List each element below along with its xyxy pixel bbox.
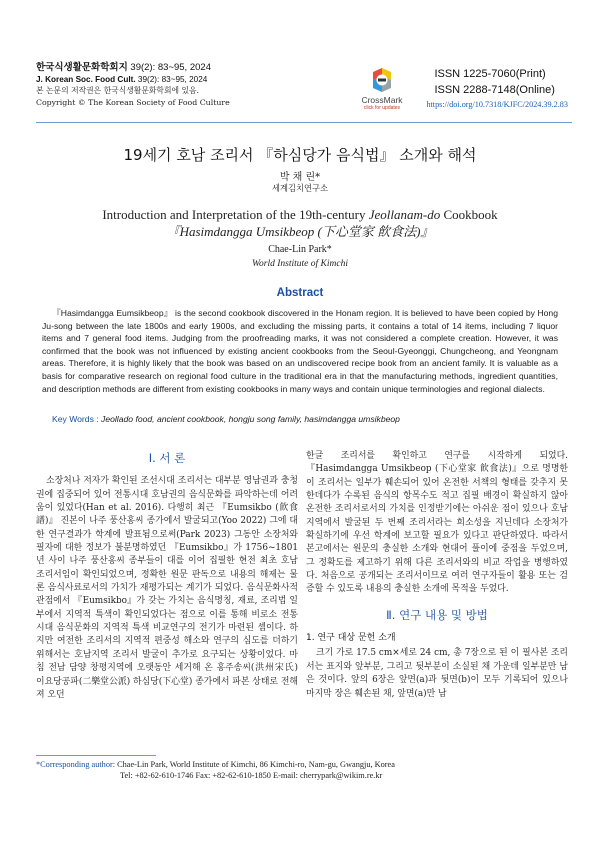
footnote-divider bbox=[36, 755, 156, 756]
column-right bbox=[306, 450, 568, 701]
author-korean: 박 채 린* bbox=[279, 172, 321, 183]
issn-print: ISSN 1225-7060(Print) bbox=[434, 68, 546, 80]
crossmark-icon bbox=[369, 66, 395, 94]
institute-korean: 세계김치연구소 bbox=[271, 183, 329, 193]
institute-english: World Institute of Kimchi bbox=[252, 259, 348, 269]
crossmark-badge[interactable] bbox=[352, 66, 412, 111]
abstract-heading: Abstract bbox=[276, 287, 324, 299]
subsection-heading: 1. 연구 대상 문헌 소개 bbox=[306, 633, 396, 644]
title-korean: 19세기 호남 조리서 『하심당가 음식법』 소개와 해석 bbox=[123, 146, 477, 164]
crossmark-sublabel: click for updates bbox=[363, 105, 401, 111]
issn-block bbox=[426, 66, 568, 112]
copyright-ko: 본 논문의 저작권은 한국식생활문화학회에 있음. bbox=[36, 86, 200, 95]
journal-name-ko: 한국식생활문화학회지 39(2): 83~95, 2024 bbox=[36, 62, 211, 73]
header-divider bbox=[36, 122, 572, 123]
methods-paragraph: 크기 가로 17.5 cm×세로 24 cm, 총 7장으로 된 이 필사본 조리서는 표지와 앞부분, 그리고 뒷부분이 소실된 채 가운데 일부분만 남은 것이다. 앞의 6장은 앞면(a)과 뒷면(b)이 모두 기록되어 있으나 마지막 장은 훼손된 채, 앞면(a)만 남 bbox=[306, 648, 568, 699]
abstract-body: 『Hasimdangga Eumsikbeop』 is the second cookbook discovered in the Honam region. It is believed to have been copied by Hong Ju-song between the late 1800s and early 1900s, and excluding the missing parts, it contains a total of 14 items, including 7 liquor items and 7 general food items. Judging from the proofreading marks, it was not considered a complete creation. However, it was confirmed that the book was not influenced by existing ancient cookbooks from the Seoul-Gyeonggi, Chungcheong, and Yeongnam areas. Therefore, it is highly likely that the book was based on an undiscovered recipe book from an ancient family. It is valuable as a basis for comparative research on regional food culture in the traditional era in that the manufacturing methods, ingredient quantities, and description methods are different from existing cookbooks in many ways and contain unique terminologies and regional dialects. bbox=[42, 308, 558, 394]
issn-online: ISSN 2288-7148(Online) bbox=[434, 84, 555, 96]
section-heading-methods: Ⅱ. 연구 내용 및 방법 bbox=[386, 607, 488, 622]
corresponding-author-note: *Corresponding author: Chae-Lin Park, World Institute of Kimchi, 86 Kimchi-ro, Nam-gu, Gwangju, Korea Tel: +82-62-610-1746 Fax: +82-62-610-1850 E-mail: cherrypark@wikim.re.kr bbox=[36, 760, 395, 780]
author-english: Chae-Lin Park* bbox=[268, 244, 332, 255]
keywords: Key Words : Jeollado food, ancient cookbook, hongju song family, hasimdangga umsikbeop bbox=[52, 414, 400, 424]
column-left bbox=[36, 450, 298, 702]
journal-name-en: J. Korean Soc. Food Cult. 39(2): 83~95, 2024 bbox=[36, 74, 208, 84]
journal-header bbox=[36, 62, 296, 108]
intro-paragraph-cont: 한글 조리서를 확인하고 연구를 시작하게 되었다. 『Hasimdangga Umsikbeop (下心堂家 飮食法)』으로 명명한 이 조리서는 일부가 훼손되어 있어 온전한 서책의 형태를 갖추지 못한데다가 수록된 음식의 항목수도 적고 집필 배경이 확실하지 않아 온전한 조리서로서의 가치를 인정받기에는 아쉬운 점이 있으나 호남지역에서 발굴된 두 번째 조리서라는 희소성을 지닌데다 소장처가 확실하기에 우선 학계에 보고할 필요가 있다고 판단하였다. 따라서 본고에서는 원문의 충실한 소개와 현대어 풀이에 중점을 두었으며, 그 정확도를 제고하기 위해 다른 조리서와의 비교 작업을 병행하였다. 처음으로 공개되는 조리서이므로 여러 연구자들이 활용 또는 검증할 수 있도록 내용의 충실한 소개에 목적을 두었다. bbox=[306, 451, 568, 595]
title-english: Introduction and Interpretation of the 19th-century Jeollanam-do Cookbook 『Hasimdangga Umsikbeop (下心堂家 飮食法)』 bbox=[102, 207, 498, 239]
doi-link[interactable]: https://doi.org/10.7318/KJFC/2024.39.2.83 bbox=[426, 100, 568, 109]
copyright-en: Copyright © The Korean Society of Food Culture bbox=[36, 97, 230, 107]
crossmark-label: CrossMark bbox=[361, 95, 403, 105]
intro-paragraph: 소장처나 저자가 확인된 조선시대 조리서는 대부분 영남권과 충청권에 집중되어 있어 전통시대 호남권의 음식문화를 파악하는데 어려움이 있었다(Han et al. 2016). 다행히 최근 『Eumsikbo (飮食譜)』 진본이 나주 풍산홍씨 종가에서 발굴되고(Yoo 2022) 그에 대한 연구결과가 학계에 발표됨으로써(Park 2023) 그동안 소장처와 필자에 대한 정보가 불분명하였던 『Eumsikbo』가 1756~1801년 사이 나주 풍산홍씨 종부들이 대를 이어 집필한 현전 최초 호남 조리서임이 확인되었으며, 정확한 원문 판독으로 내용의 해제는 물론 음식사료로서의 가치가 재평가되는 계기가 되었다. 음식문화사적 관점에서 『Eumsikbo』가 갖는 가치는 음식명칭, 재료, 조리법 일부에서 지역적 특색이 확인되었다는 점으로 이를 통해 비로소 전통시대 음식문화의 지역적 특색 비교연구의 전기가 마련된 셈이다. 하지만 여전한 조리서의 지역적 편중성 해소와 연구의 심도를 더하기 위해서는 호남지역 조리서 발굴이 추가로 요구되는 상황이었다. 마침 전남 담양 창평지역에 오랫동안 세거해 온 홍주송씨(洪州宋氏) 이요당공파(二樂堂公派) 하심당(下心堂) 종가에서 파본 상태로 전해져 오던 bbox=[36, 476, 298, 700]
section-heading-intro: Ⅰ. 서 론 bbox=[148, 451, 186, 465]
